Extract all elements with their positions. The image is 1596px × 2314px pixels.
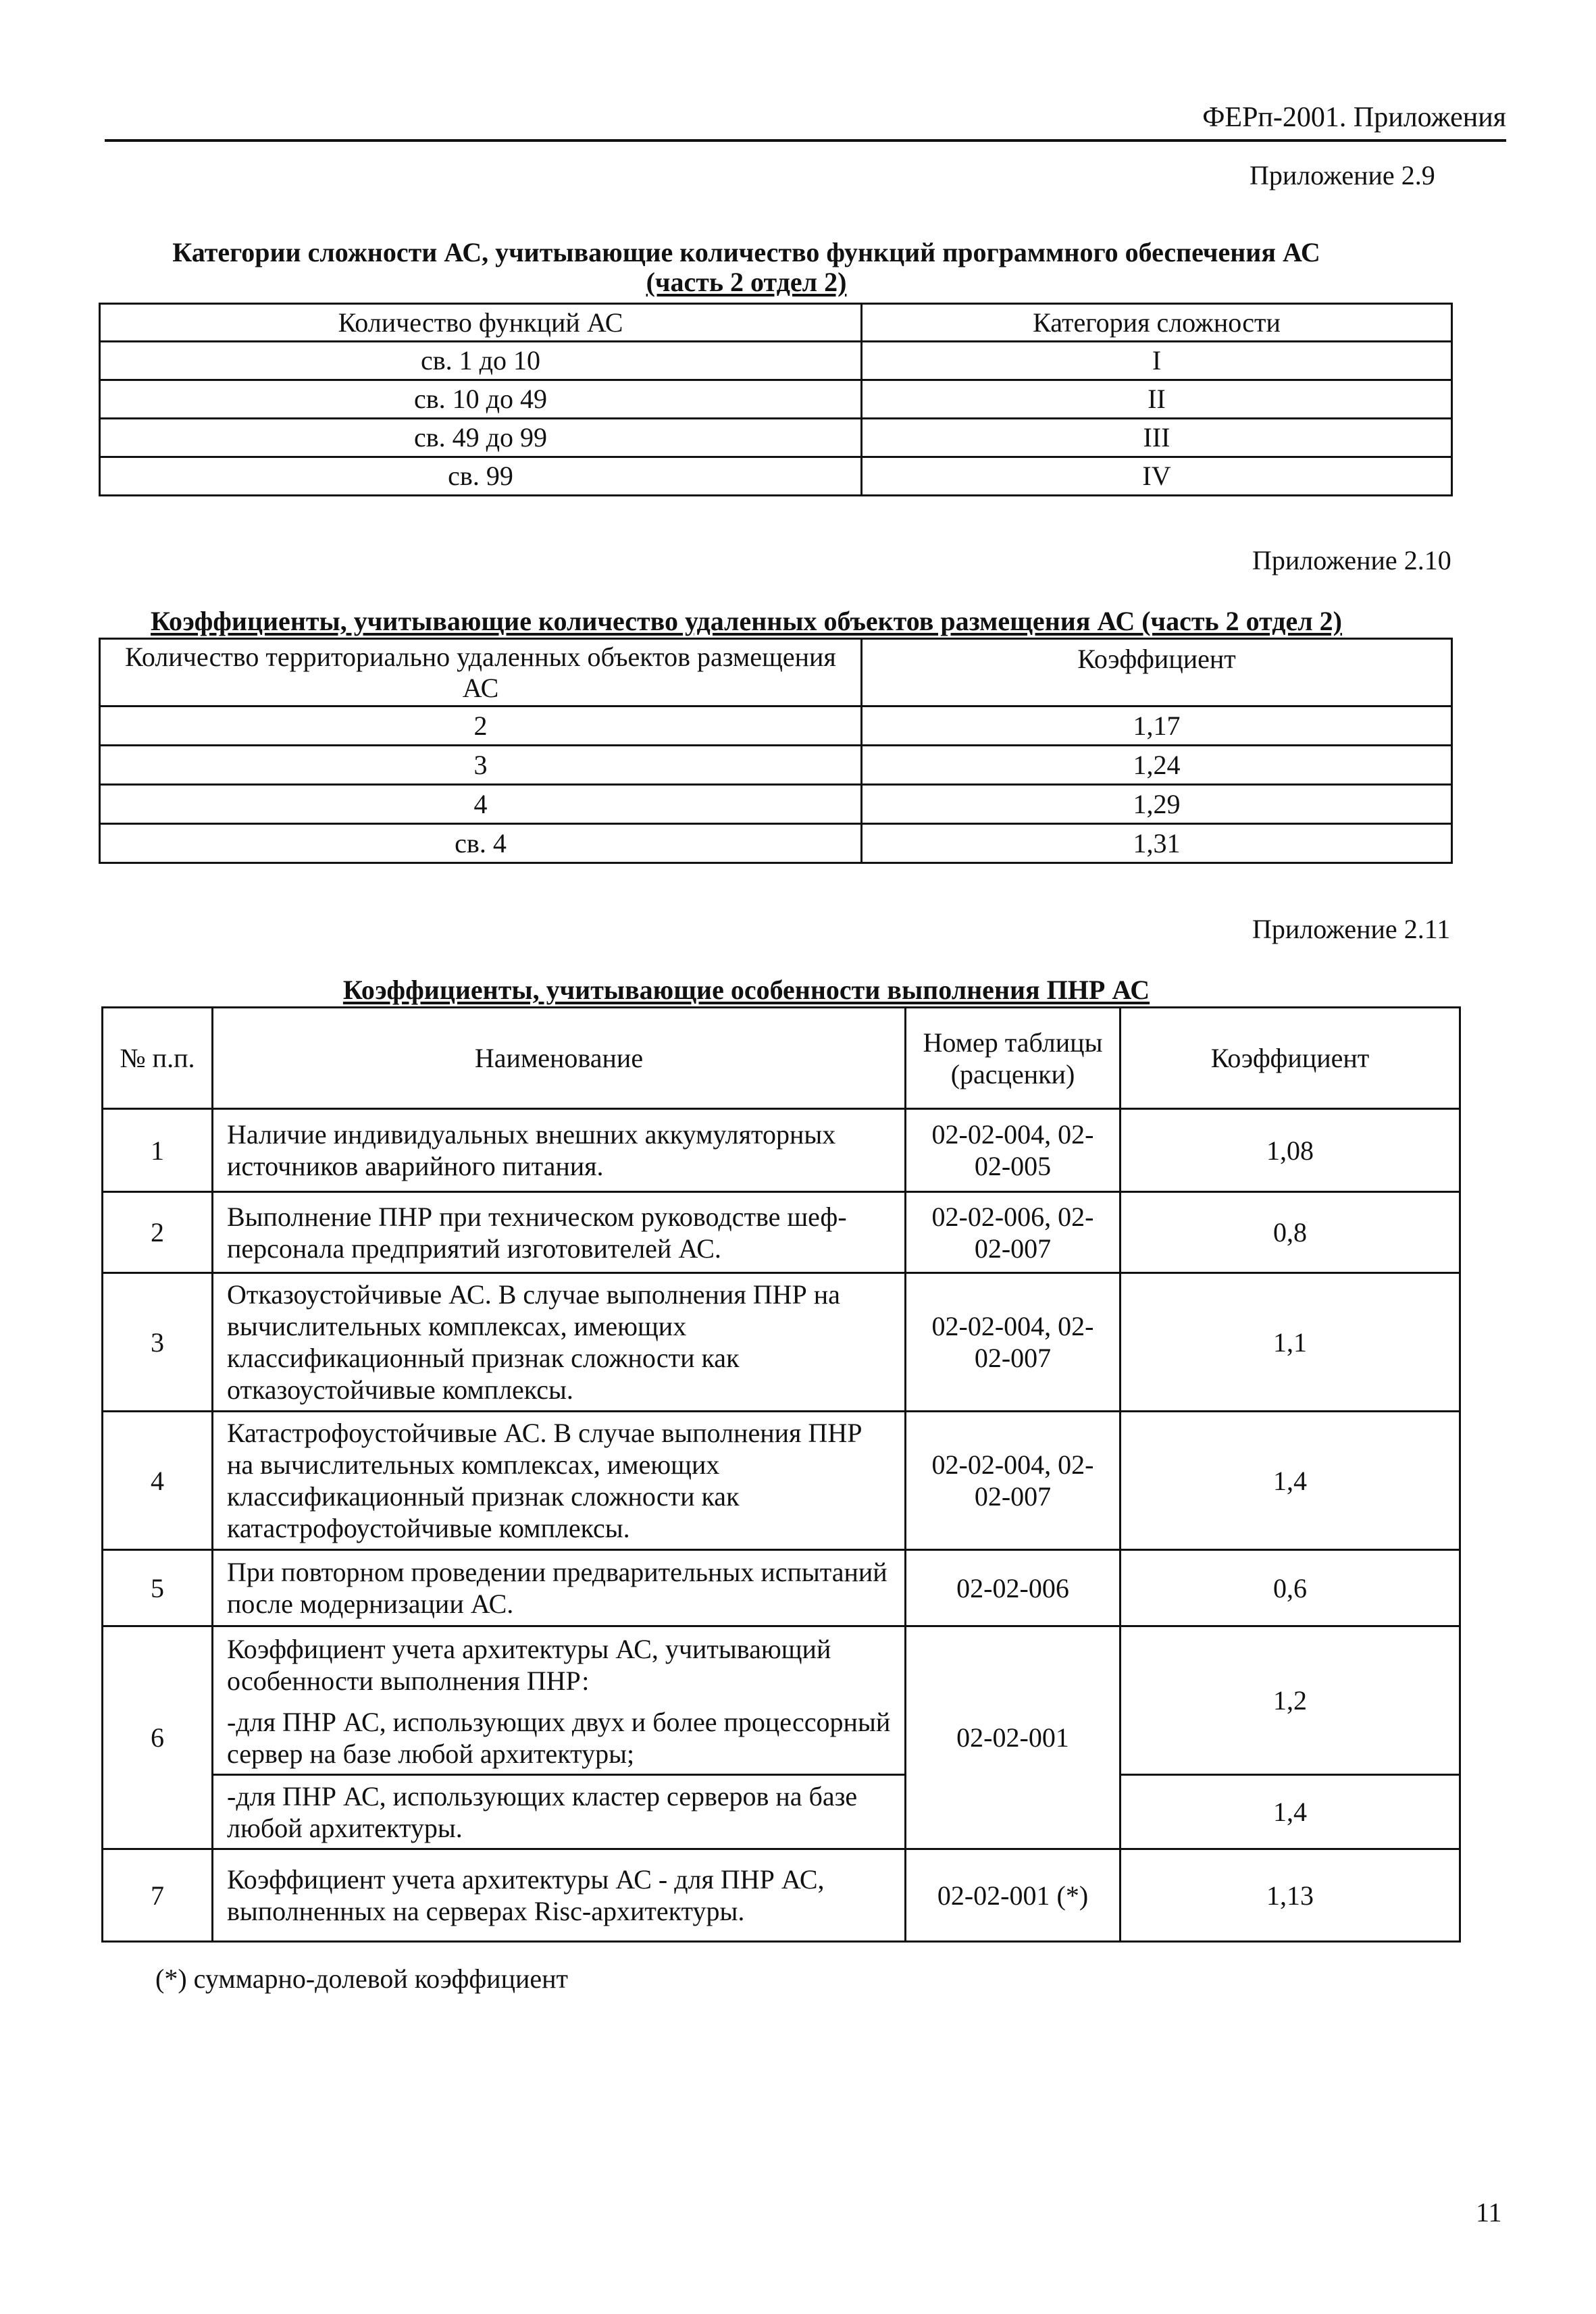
name-cell: Наличие индивидуальных внешних аккумуляторных источников аварийного питания. [213,1109,906,1192]
appendix-2-10-title [101,607,1391,636]
table-row [103,1109,1460,1192]
appendix-2-11-title [101,975,1391,1005]
name-cell: Выполнение ПНР при техническом руководстве шеф-персонала предприятий изготовителей АС. [213,1192,906,1273]
table-row [100,457,1452,496]
appendix-2-11-title-text: Коэффициенты, учитывающие особенности выполнения ПНР АС [342,975,1150,1005]
object-count-cell: 2 [100,706,862,746]
column-header: Категория сложности [862,304,1452,342]
column-header: Количество территориально удаленных объектов размещения АС [100,639,862,706]
coefficient-cell: 1,4 [1121,1775,1460,1849]
table-row [103,1192,1460,1273]
row-number-cell: 6 [103,1626,213,1849]
appendix-2-11-label: Приложение 2.11 [1252,914,1451,944]
appendix-2-9-title-line2: (часть 2 отдел 2) [646,267,847,297]
table-row [103,1412,1460,1550]
page-number: 11 [1476,2197,1502,2228]
table-row [103,1273,1460,1412]
function-count-cell: св. 49 до 99 [100,419,862,457]
table-ref-cell: 02-02-001 (*) [906,1849,1121,1942]
row-number-cell: 1 [103,1109,213,1192]
footnote: (*) суммарно-долевой коэффициент [155,1963,569,1994]
document-title: ФЕРп-2001. Приложения [1202,102,1506,133]
column-header: Наименование [213,1008,906,1109]
row-number-cell: 5 [103,1550,213,1626]
function-count-cell: св. 99 [100,457,862,496]
appendix-2-9-title [101,238,1391,297]
table-header-row [100,639,1452,706]
table-ref-cell: 02-02-004, 02-02-007 [906,1412,1121,1550]
appendix-2-9-title-line1: Категории сложности АС, учитывающие количество функций программного обеспечения АС [172,237,1320,267]
appendix-2-9-table [99,303,1453,496]
appendix-2-10-label: Приложение 2.10 [1252,545,1451,575]
appendix-2-10-table [99,638,1453,864]
table-ref-cell: 02-02-004, 02-02-005 [906,1109,1121,1192]
table-row [103,1849,1460,1942]
table-row [100,785,1452,824]
column-header: № п.п. [103,1008,213,1109]
object-count-cell: 3 [100,746,862,785]
table-header-row [100,304,1452,342]
column-header: Коэффициент [862,639,1452,706]
coefficient-cell: 1,2 [1121,1626,1460,1775]
row-number-cell: 3 [103,1273,213,1412]
coefficient-cell: 0,6 [1121,1550,1460,1626]
table-row [100,342,1452,380]
name-cell-sub-b: -для ПНР АС, использующих кластер серверов на базе любой архитектуры. [213,1775,906,1849]
appendix-2-9-label: Приложение 2.9 [1250,160,1435,190]
coefficient-cell: 1,13 [1121,1849,1460,1942]
coefficient-cell: 1,08 [1121,1109,1460,1192]
name-cell: Отказоустойчивые АС. В случае выполнения ПНР на вычислительных комплексах, имеющих классификационный признак сложности как отказоустойчивые комплексы. [213,1273,906,1412]
complexity-category-cell: III [862,419,1452,457]
page-header [105,101,1506,142]
table-header-row [103,1008,1460,1109]
name-cell-sub-a: -для ПНР АС, использующих двух и более процессорный сервер на базе любой архитектуры; [213,1703,906,1775]
table-ref-cell: 02-02-001 [906,1626,1121,1849]
function-count-cell: св. 10 до 49 [100,380,862,419]
function-count-cell: св. 1 до 10 [100,342,862,380]
name-cell-intro: Коэффициент учета архитектуры АС, учитывающий особенности выполнения ПНР: [213,1626,906,1703]
name-cell: Катастрофоустойчивые АС. В случае выполнения ПНР на вычислительных комплексах, имеющих классификационный признак сложности как катастрофоустойчивые комплексы. [213,1412,906,1550]
table-ref-cell: 02-02-004, 02-02-007 [906,1273,1121,1412]
table-row [100,746,1452,785]
column-header: Коэффициент [1121,1008,1460,1109]
table-row [100,824,1452,863]
table-row [103,1775,1460,1849]
table-ref-cell: 02-02-006 [906,1550,1121,1626]
coefficient-cell: 1,1 [1121,1273,1460,1412]
table-row [100,380,1452,419]
coefficient-cell: 0,8 [1121,1192,1460,1273]
complexity-category-cell: II [862,380,1452,419]
column-header: Номер таблицы (расценки) [906,1008,1121,1109]
row-number-cell: 4 [103,1412,213,1550]
object-count-cell: 4 [100,785,862,824]
row-number-cell: 7 [103,1849,213,1942]
column-header: Количество функций АС [100,304,862,342]
appendix-2-10-title-text: Коэффициенты, учитывающие количество удаленных объектов размещения АС (часть 2 отдел 2) [151,606,1342,636]
table-row [103,1550,1460,1626]
appendix-2-11-table [101,1006,1461,1943]
name-cell: Коэффициент учета архитектуры АС - для ПНР АС, выполненных на серверах Risc-архитектуры. [213,1849,906,1942]
table-row [100,419,1452,457]
complexity-category-cell: IV [862,457,1452,496]
coefficient-cell: 1,4 [1121,1412,1460,1550]
row-number-cell: 2 [103,1192,213,1273]
table-ref-cell: 02-02-006, 02-02-007 [906,1192,1121,1273]
table-row [103,1626,1460,1703]
complexity-category-cell: I [862,342,1452,380]
coefficient-cell: 1,17 [862,706,1452,746]
coefficient-cell: 1,24 [862,746,1452,785]
name-cell: При повторном проведении предварительных испытаний после модернизации АС. [213,1550,906,1626]
coefficient-cell: 1,31 [862,824,1452,863]
object-count-cell: св. 4 [100,824,862,863]
coefficient-cell: 1,29 [862,785,1452,824]
table-row [100,706,1452,746]
